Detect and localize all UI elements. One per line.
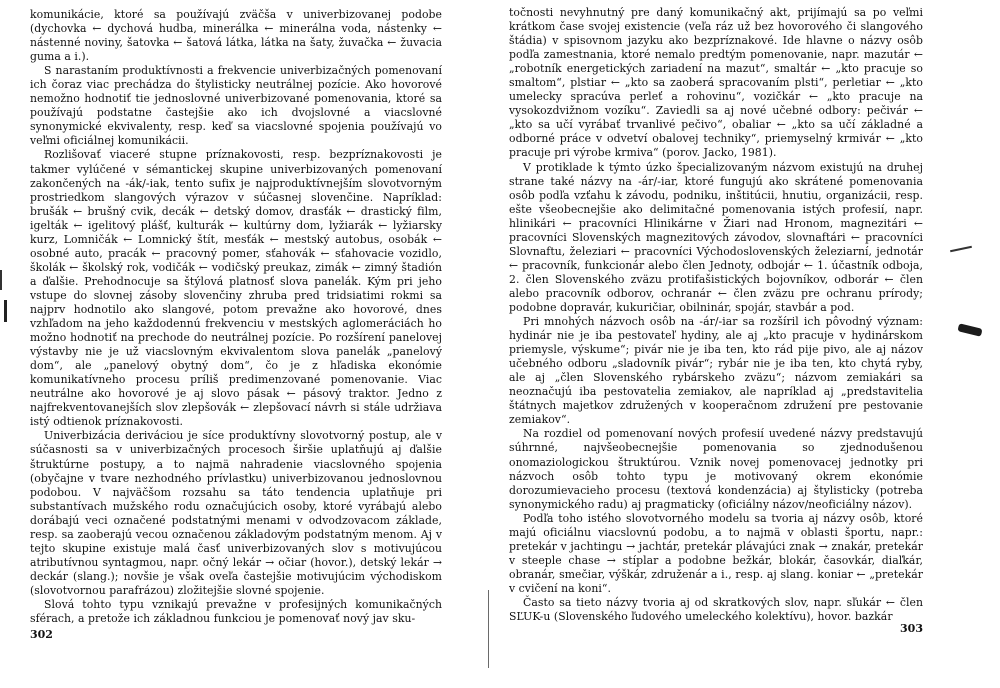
left-page-body [30,8,442,626]
left-paragraph: Rozlišovať viaceré stupne príznakovosti, resp. bezpríznakovosti je takmer vylúčené v sémantickej skupine univerbizovaných pomenovaní zakončených na -ák/-iak, tento sufix je najproduktívnejším slovotvorným prostriedkom slangových výrazov v súčasnej slovenčine. Napríklad: brušák ← brušný cvik, decák ← detský domov, drasťák ← drastický film, igelták ← igelitový plášť, kulturák ← kultúrny dom, lyžiarák ← lyžiarsky kurz, Lomničák ← Lomnický štít, mesťák ← mestský autobus, osobák ← osobné auto, pracák ← pracovný pomer, sťahovák ← sťahovacie vozidlo, školák ← školský rok, vodičák ← vodičský preukaz, zimák ← zimný štadión a ďalšie. Prehodnocuje sa štýlová platnosť slova panelák. Kým pri jeho vstupe do slovnej zásoby slovenčiny zhruba pred tridsiatimi rokmi sa najprv hodnotilo ako slangové, potom prevažne ako hovorové, dnes vzhľadom na jeho každodennú frekvenciu v mestských aglomeráciách ho možno hodnotiť na prechode do neutrálnej pozície. Po rozšírení panelovej výstavby nie je už viacslovným ekvivalentom slova panelák „panelový dom“, ale „panelový obytný dom“, čo je z hľadiska ekonómie komunikatívneho procesu príliš predimenzované pomenovanie. Viac neutrálne ako hovorové je aj slovo pásak ← pásový traktor. Jedno z najfrekventovanejších slov zlepšovák ← zlepšovací návrh si stále udržiava istý odtienok príznakovosti. [30,148,442,429]
scan-mark [957,323,982,337]
right-page-body [509,6,923,624]
right-paragraph: Podľa toho istého slovotvorného modelu sa tvoria aj názvy osôb, ktoré majú oficiálnu viacslovnú podobu, a to najmä v oblasti športu, napr.: pretekár v jachtingu → jachtár, pretekár plávajúci znak → znakár, pretekár v steeple chase → stíplar a podobne bežkár, blokár, časovkár, diaľkár, obranár, smečiar, výškár, združenár a i., resp. aj slang. koniar ← „pretekár v cvičení na koni“. [509,511,923,595]
binding-gutter [488,590,489,668]
scan-mark [950,246,972,253]
right-page [509,6,923,682]
page-number-left: 302 [30,628,53,641]
left-page [30,8,442,682]
right-paragraph: Pri mnohých názvoch osôb na -ár/-iar sa rozšíril ich pôvodný význam: hydinár nie je iba pestovateľ hydiny, ale aj „kto pracuje v hydinárskom priemysle, výskume“; pivár nie je iba ten, kto rád pije pivo, ale aj názov učebného odboru „sladovník pivár“; rybár nie je iba ten, kto chytá ryby, ale aj „člen Slovenského rybárskeho zväzu“; názvom zemiakári sa neoznačujú iba pestovatelia zemiakov, ale napríklad aj „predstavitelia štátnych majetkov združených v kooperačnom združení pre pestovanie zemiakov“. [509,315,923,427]
scan-mark [0,270,2,290]
left-paragraph: Univerbizácia deriváciou je síce produktívny slovotvorný postup, ale v súčasnosti sa v univerbizačných procesoch širšie uplatňujú aj ďalšie štruktúrne postupy, a to najmä nahradenie viacslovného spojenia (obyčajne v tvare nezhodného prívlastku) univerbizovanou jednoslovnou podobou. V najväčšom rozsahu sa táto tendencia uplatňuje pri substantívach mužského rodu označujúcich osoby, ktoré vyrábajú alebo dorábajú veci označené podstatnými menami v odvodzovacom základe, resp. sa zaoberajú vecou označenou základovým podstatným menom. Aj v tejto skupine existuje malá časť univerbizovaných slov s motivujúcou atributívnou syntagmou, napr. očný lekár → očiar (hovor.), detský lekár → deckár (slang.); novšie je však oveľa častejšie motivujúcim východiskom (slovotvornou parafrázou) zložitejšie slovné spojenie. [30,429,442,597]
scan-mark [4,300,7,322]
page-number-right: 303 [900,622,923,635]
left-paragraph: komunikácie, ktoré sa používajú zväčša v univerbizovanej podobe (dychovka ← dychová hudba, minerálka ← minerálna voda, nástenky ← nástenné noviny, šatovka ← šatová látka, látka na šaty, žuvačka ← žuvacia guma a i.). [30,8,442,64]
right-paragraph: Na rozdiel od pomenovaní nových profesií uvedené názvy predstavujú súhrnné, najvšeobecnejšie pomenovania so zjednodušenou onomaziologickou štruktúrou. Vznik novej pomenovacej jednotky pri názvoch osôb tohto typu je motivovaný okrem ekonómie dorozumievacieho procesu (textová kondenzácia) aj štylisticky (potreba synonymického radu) aj pragmaticky (oficiálny názov/neoficiálny názov). [509,427,923,511]
right-paragraph: Často sa tieto názvy tvoria aj od skratkových slov, napr. sľukár ← člen SĽUK-u (Slovenského ľudového umeleckého kolektívu), hovor. bazkár [509,595,923,624]
left-paragraph: Slová tohto typu vznikajú prevažne v profesijných komunikačných sférach, a pretože ich základnou funkciou je pomenovať nový jav sku- [30,597,442,626]
left-paragraph: S narastaním produktívnosti a frekvencie univerbizačných pomenovaní ich čoraz viac prechádza do štylisticky neutrálnej pozície. Ako hovorové nemožno hodnotiť tie jednoslovné univerbizované pomenovania, ktoré sa používajú podstatne častejšie ako ich dvojslovné a viacslovné synonymické ekvivalenty, resp. keď sa viacslovné spojenia používajú vo veľmi oficiálnej komunikácii. [30,64,442,148]
right-paragraph: V protiklade k týmto úzko špecializovaným názvom existujú na druhej strane také názvy na -ár/-iar, ktoré fungujú ako skrátené pomenovania osôb podľa vzťahu k závodu, podniku, inštitúcii, hnutiu, organizácii, resp. ešte všeobecnejšie ako delimitačné pomenovania istých profesií, napr. hlinikári ← pracovníci Hlinikárne v Žiari nad Hronom, magnezitári ← pracovníci Slovenských magnezitových závodov, slovnaftári ← pracovníci Slovnaftu, železiari ← pracovníci Východoslovenských železiarní, jednotár ← pracovník, funkcionár alebo člen Jednoty, odbojár ← 1. účastník odboja, 2. člen Slovenského zväzu protifašistických bojovníkov, odborár ← člen alebo pracovník odborov, ochranár ← člen zväzu pre ochranu prírody; podobne dopravár, kukuričiar, obilninár, spojár, stavbár a pod. [509,160,923,314]
right-paragraph: točnosti nevyhnutný pre daný komunikačný akt, prijímajú sa po veľmi krátkom čase svojej existencie (veľa ráz už bez hovorového či slangového štádia) v spisovnom jazyku ako bezpríznakové. Ide hlavne o názvy osôb podľa zamestnania, ktoré nemalo predtým pomenovanie, napr. mazutár ← „robotník energetických zariadení na mazut“, smaltár ← „kto pracuje so smaltom“, plstiar ← „kto sa zaoberá spracovaním plsti“, perletiar ← „kto umelecky spracúva perleť a rohovinu“, vozičkár ← „kto pracuje na vysokozdvižnom vozíku“. Zaviedli sa aj nové učebné odbory: pečivár ← „kto sa učí vyrábať trvanlivé pečivo“, obaliar ← „kto sa učí základné a odborné práce v odvetví obalovej techniky“, priemyselný krmivár ← „kto pracuje pri výrobe krmiva“ (porov. Jacko, 1981). [509,6,923,160]
